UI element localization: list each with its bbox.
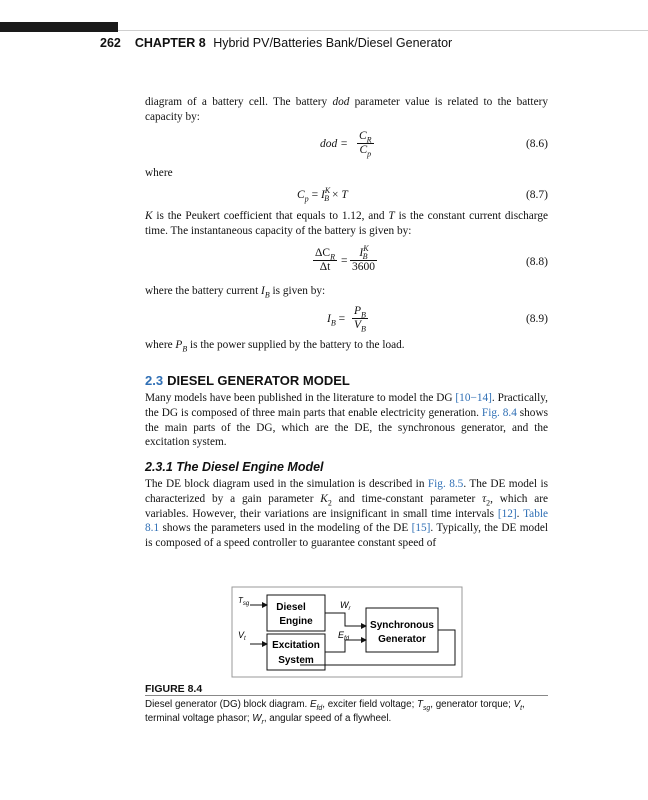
section-heading: 2.3 DIESEL GENERATOR MODEL <box>145 373 350 388</box>
generator-label-1: Synchronous <box>370 620 434 631</box>
diesel-label-1: Diesel <box>276 602 306 613</box>
tsg-label: $T_{sg}$ <box>238 596 250 607</box>
paragraph-power-supplied: where $P_B$ is the power supplied by the battery to the load. <box>145 339 405 354</box>
ref-link[interactable]: [15] <box>411 522 431 535</box>
figure-link[interactable]: Fig. 8.4 <box>481 406 517 419</box>
paragraph-de-model: The DE block diagram used in the simulation is described in Fig. 8.5. The DE model is characterized by a gain parameter $K_2$ and time-constant parameter $\tau_2$, which are variables. However, their variations are insignificant in small time intervals [12]. Table 8.1 shows the parameters used in the modeling of the DE [15]. Typically, the DE model is composed of a speed controller to guarantee constant speed of <box>145 478 549 550</box>
chapter-label: CHAPTER 8 <box>134 36 206 50</box>
equation-8-6: dod = $\frac{C_R}{C_p}$ (8.6) <box>320 130 548 159</box>
paragraph-peukert: K is the Peukert coefficient that equals to 1.12, and T is the constant current discharge time. The instantaneous capacity of the battery is given by: <box>145 210 548 237</box>
equation-number: (8.7) <box>525 189 548 201</box>
equation-8-8: $\Delta C_R$ Δt = $I^K_B$ 3600 (8.8) <box>315 244 548 273</box>
wr-arrow <box>325 613 366 626</box>
excitation-label-2: System <box>278 655 314 666</box>
excitation-label-1: Excitation <box>272 640 320 651</box>
figure-label: FIGURE 8.4 <box>145 683 203 695</box>
equation-number: (8.9) <box>525 313 548 325</box>
table-link[interactable]: Table 8.1 <box>145 507 548 535</box>
page-number: 262 <box>100 36 121 50</box>
equation-number: (8.6) <box>525 138 548 150</box>
paragraph-dg-models: Many models have been published in the literature to model the DG [10−14]. Practically, the DG is composed of three main parts that enable electricity generation. Fig. 8.4 shows the main parts of the DG, which are the DE, the synchronous generator, and the excitation system. <box>145 392 548 449</box>
ref-link[interactable]: [12] <box>497 507 517 520</box>
equation-8-7: $C_p = I^K_B \times T$ (8.7) <box>297 186 548 204</box>
subsection-heading: 2.3.1 The Diesel Engine Model <box>145 460 324 474</box>
diesel-label-2: Engine <box>279 616 313 627</box>
equation-8-9: $I_B$ = $\frac{P_B}{V_B}$ (8.9) <box>327 305 548 334</box>
ref-link[interactable]: [10−14] <box>455 392 492 404</box>
equation-number: (8.8) <box>525 256 548 268</box>
paragraph-battery-dod: diagram of a battery cell. The battery dod parameter value is related to the battery capacity by: <box>145 96 548 123</box>
where-label: where <box>145 167 173 179</box>
generator-label-2: Generator <box>378 634 426 645</box>
efd-label: $E_{fd}$ <box>338 630 350 642</box>
chapter-title: Hybrid PV/Batteries Bank/Diesel Generator <box>213 36 453 50</box>
figure-caption: Diesel generator (DG) block diagram. $E_{fd}$, exciter field voltage; $T_{sg}$, generator torque; $V_t$, terminal voltage phasor; $W_r$, angular speed of a flywheel. <box>145 699 525 726</box>
wr-label: $W_r$ <box>340 600 351 612</box>
figure-rule <box>145 695 548 696</box>
paragraph-battery-current: where the battery current $I_B$ is given by: <box>145 285 326 300</box>
vt-label: $V_t$ <box>238 630 246 642</box>
figure-link[interactable]: Fig. 8.5 <box>427 478 464 490</box>
